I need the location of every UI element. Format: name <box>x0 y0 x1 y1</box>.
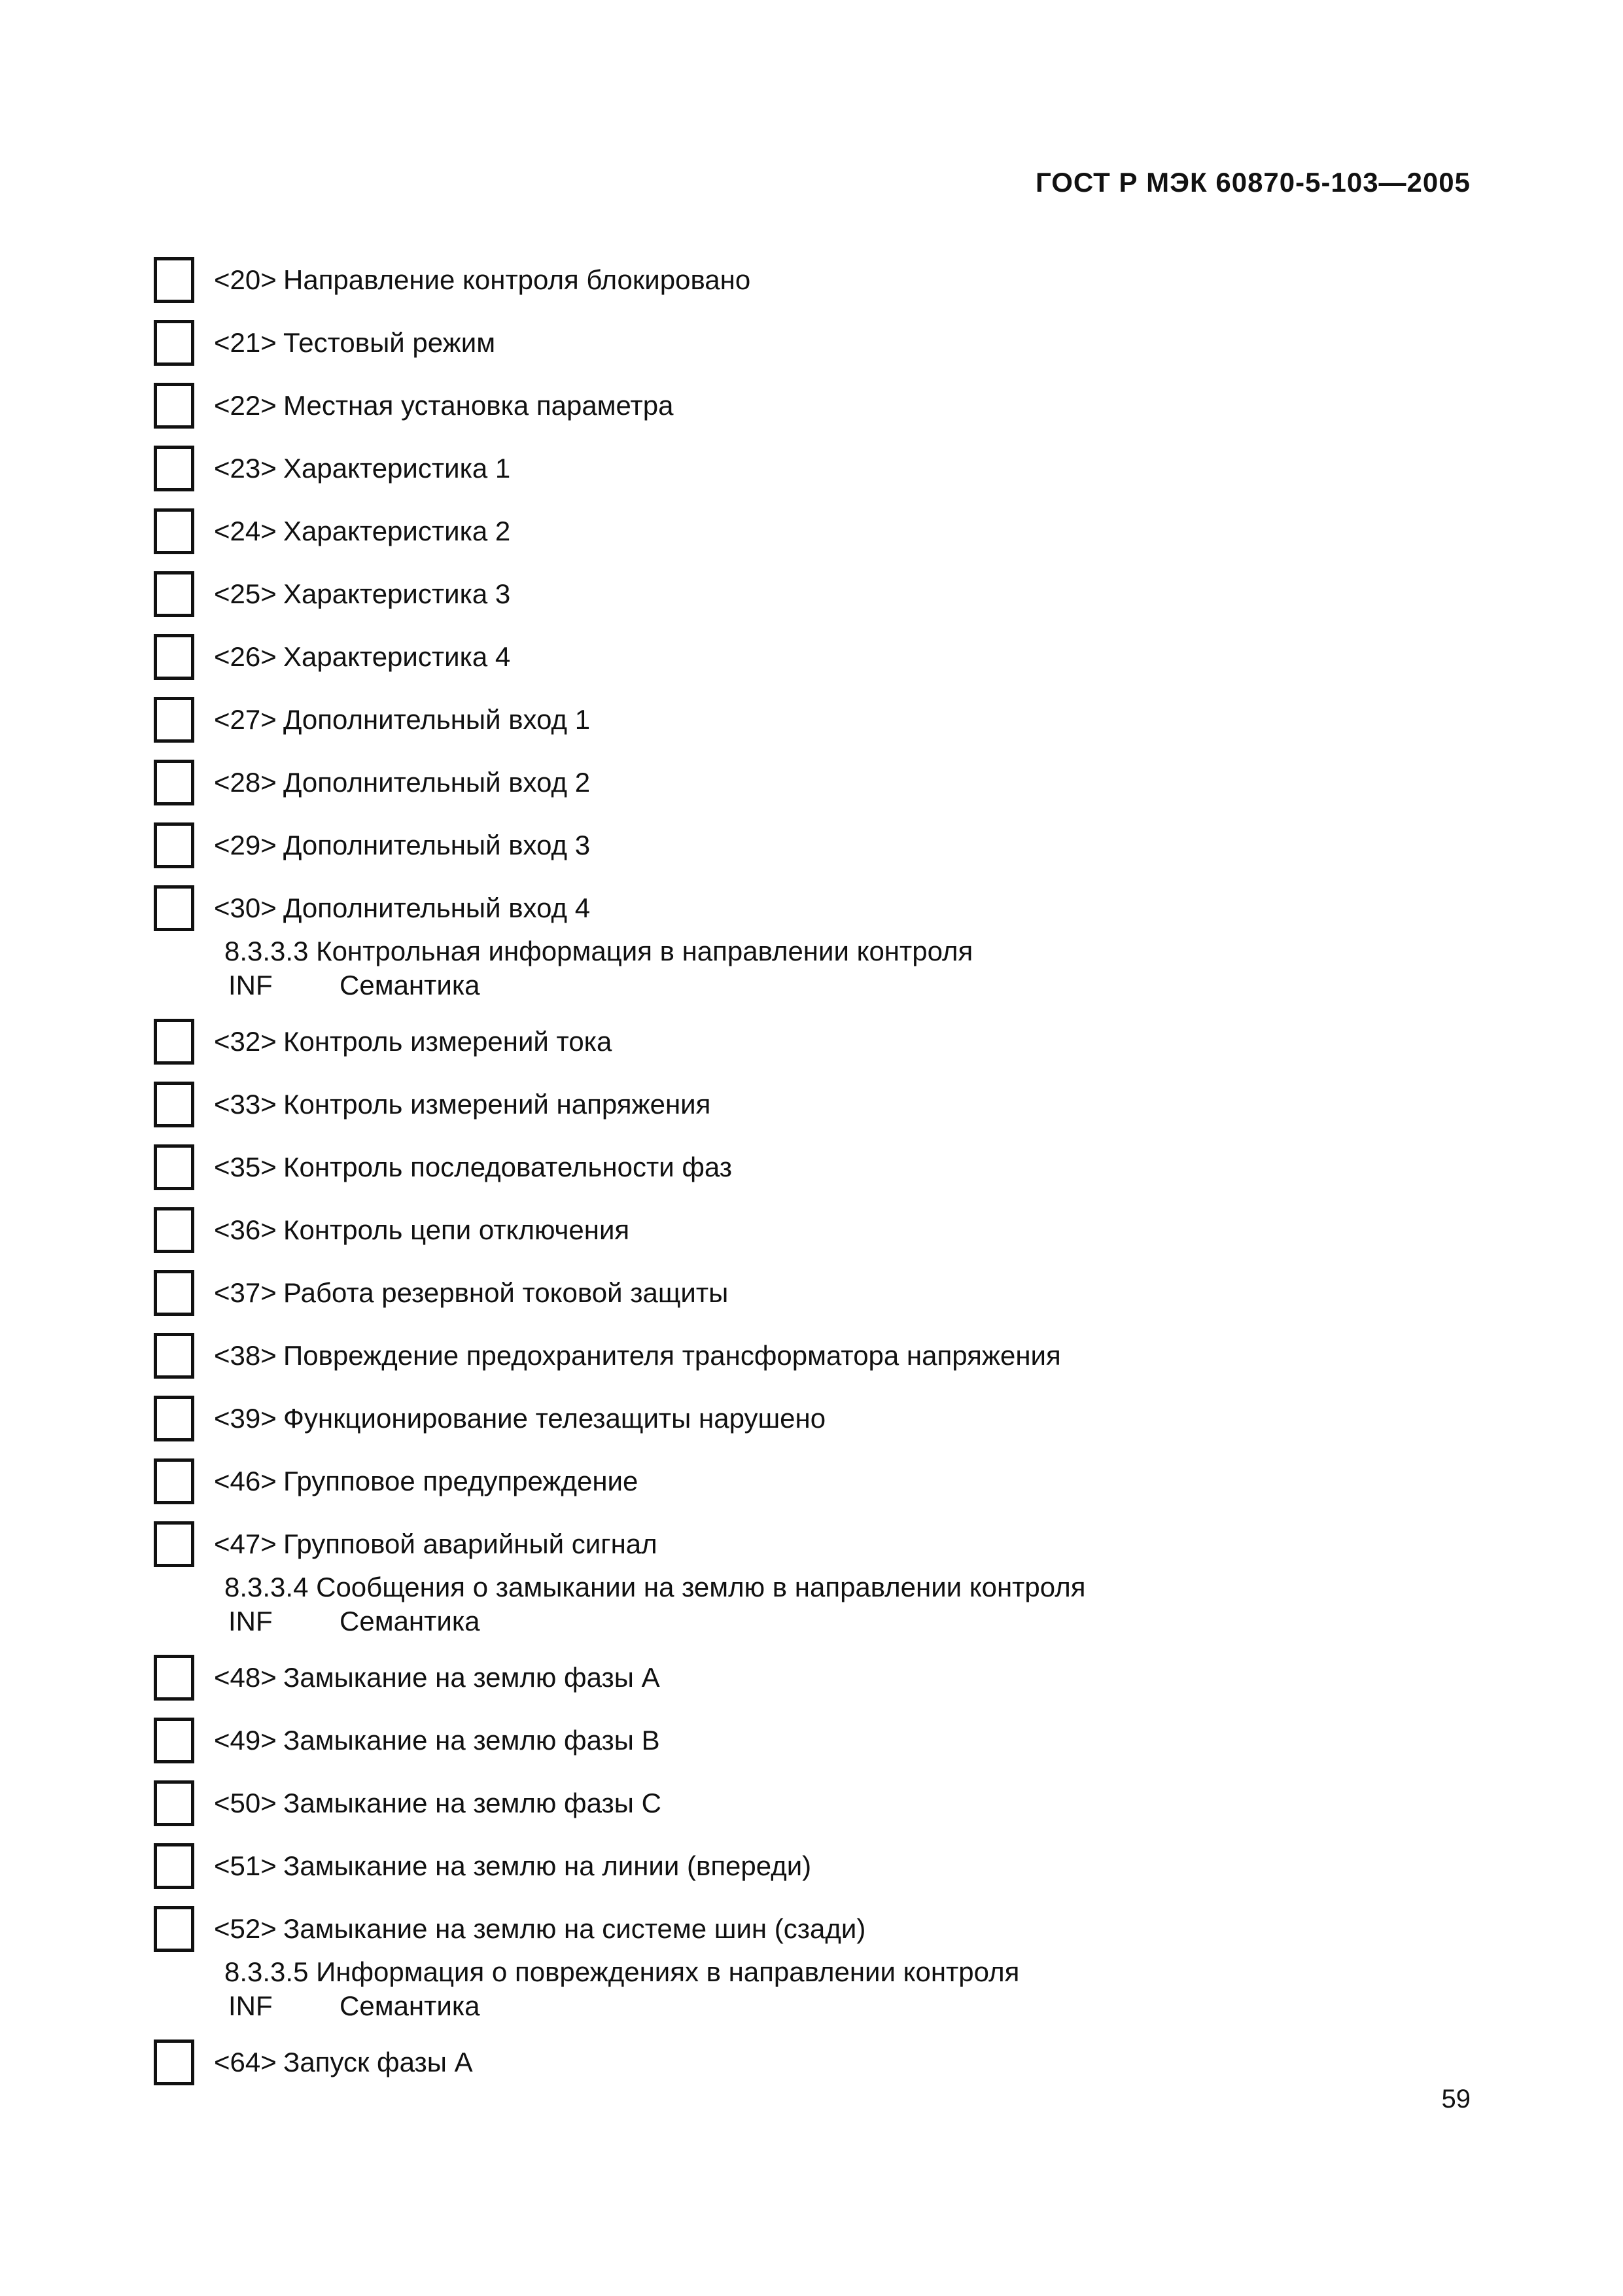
inf-code: <33> <box>214 1089 277 1120</box>
inf-code: <32> <box>214 1026 277 1057</box>
item-label: Функционирование телезащиты нарушено <box>283 1403 826 1434</box>
item-group <box>154 1570 1495 1960</box>
inf-code: <22> <box>214 390 277 421</box>
section-heading <box>154 1570 1495 1638</box>
inf-code: <28> <box>214 767 277 798</box>
item-label: Местная установка параметра <box>283 390 674 421</box>
list-item <box>154 1073 1495 1136</box>
list-item <box>154 1898 1495 1960</box>
column-header <box>224 1989 1495 2023</box>
item-label: Замыкание на землю на линии (впереди) <box>283 1850 812 1881</box>
list-item <box>154 688 1495 751</box>
checkbox[interactable] <box>154 634 194 680</box>
item-label: Характеристика 2 <box>283 516 511 546</box>
list-item <box>154 1136 1495 1199</box>
col-inf: INF <box>228 1606 273 1636</box>
col-semantics: Семантика <box>340 1606 480 1636</box>
item-label: Дополнительный вход 3 <box>283 830 591 860</box>
checkbox[interactable] <box>154 1207 194 1253</box>
item-label: Дополнительный вход 2 <box>283 767 591 798</box>
inf-code: <64> <box>214 2047 277 2077</box>
col-semantics: Семантика <box>340 970 480 1000</box>
list-item <box>154 877 1495 940</box>
item-label: Групповой аварийный сигнал <box>283 1528 657 1559</box>
checkbox[interactable] <box>154 1780 194 1826</box>
checkbox[interactable] <box>154 257 194 303</box>
inf-code: <24> <box>214 516 277 546</box>
list-item <box>154 1199 1495 1262</box>
checkbox[interactable] <box>154 1144 194 1190</box>
list-item <box>154 1387 1495 1450</box>
item-label: Характеристика 3 <box>283 578 511 609</box>
checkbox[interactable] <box>154 1521 194 1567</box>
inf-code: <50> <box>214 1788 277 1818</box>
list-item <box>154 249 1495 311</box>
list-item <box>154 1772 1495 1835</box>
item-group <box>154 934 1495 1576</box>
checkbox[interactable] <box>154 1396 194 1441</box>
col-inf: INF <box>228 970 273 1000</box>
item-label: Замыкание на землю фазы C <box>283 1788 661 1818</box>
list-item <box>154 1324 1495 1387</box>
checklist-content <box>154 249 1495 2094</box>
section-heading <box>154 934 1495 1002</box>
item-label: Замыкание на землю фазы B <box>283 1725 660 1756</box>
inf-code: <35> <box>214 1152 277 1182</box>
item-label: Контроль измерений тока <box>283 1026 612 1057</box>
inf-code: <21> <box>214 327 277 358</box>
inf-code: <27> <box>214 704 277 735</box>
inf-code: <20> <box>214 264 277 295</box>
inf-code: <49> <box>214 1725 277 1756</box>
item-group <box>154 249 1495 940</box>
item-label: Замыкание на землю фазы A <box>283 1662 660 1693</box>
checkbox[interactable] <box>154 822 194 868</box>
list-item <box>154 626 1495 688</box>
section-title: 8.3.3.5 Информация о повреждениях в направлении контроля <box>224 1956 1020 1987</box>
inf-code: <30> <box>214 892 277 923</box>
item-label: Контроль цепи отключения <box>283 1214 630 1245</box>
checkbox[interactable] <box>154 571 194 617</box>
checkbox[interactable] <box>154 1458 194 1504</box>
item-label: Контроль измерений напряжения <box>283 1089 711 1120</box>
page-number: 59 <box>1441 2085 1471 2113</box>
list-item <box>154 1646 1495 1709</box>
item-label: Характеристика 1 <box>283 453 511 484</box>
list-item <box>154 1450 1495 1513</box>
checkbox[interactable] <box>154 760 194 805</box>
item-label: Работа резервной токовой защиты <box>283 1277 729 1308</box>
section-title: 8.3.3.3 Контрольная информация в направлении контроля <box>224 936 973 966</box>
document-header: ГОСТ Р МЭК 60870-5-103—2005 <box>1035 167 1471 198</box>
col-semantics: Семантика <box>340 1990 480 2021</box>
item-label: Контроль последовательности фаз <box>283 1152 733 1182</box>
item-label: Тестовый режим <box>283 327 496 358</box>
inf-code: <37> <box>214 1277 277 1308</box>
list-item <box>154 1262 1495 1324</box>
checkbox[interactable] <box>154 1655 194 1701</box>
checkbox[interactable] <box>154 885 194 931</box>
checkbox[interactable] <box>154 1019 194 1065</box>
item-label: Характеристика 4 <box>283 641 511 672</box>
inf-code: <38> <box>214 1340 277 1371</box>
inf-code: <51> <box>214 1850 277 1881</box>
checkbox[interactable] <box>154 508 194 554</box>
item-label: Запуск фазы A <box>283 2047 473 2077</box>
item-label: Дополнительный вход 1 <box>283 704 591 735</box>
inf-code: <46> <box>214 1466 277 1496</box>
list-item <box>154 1010 1495 1073</box>
checkbox[interactable] <box>154 320 194 366</box>
item-label: Замыкание на землю на системе шин (сзади) <box>283 1913 866 1944</box>
checkbox[interactable] <box>154 1906 194 1952</box>
inf-code: <39> <box>214 1403 277 1434</box>
inf-code: <29> <box>214 830 277 860</box>
checkbox[interactable] <box>154 446 194 491</box>
column-header <box>224 968 1495 1002</box>
list-item <box>154 437 1495 500</box>
section-title: 8.3.3.4 Сообщения о замыкании на землю в направлении контроля <box>224 1572 1086 1602</box>
column-header <box>224 1604 1495 1638</box>
list-item <box>154 2031 1495 2094</box>
inf-code: <23> <box>214 453 277 484</box>
list-item <box>154 1709 1495 1772</box>
item-group <box>154 1955 1495 2094</box>
list-item <box>154 374 1495 437</box>
inf-code: <26> <box>214 641 277 672</box>
inf-code: <47> <box>214 1528 277 1559</box>
list-item <box>154 563 1495 626</box>
checkbox[interactable] <box>154 1270 194 1316</box>
col-inf: INF <box>228 1990 273 2021</box>
checkbox[interactable] <box>154 1333 194 1379</box>
item-label: Дополнительный вход 4 <box>283 892 591 923</box>
inf-code: <52> <box>214 1913 277 1944</box>
list-item <box>154 311 1495 374</box>
checkbox[interactable] <box>154 1718 194 1763</box>
checkbox[interactable] <box>154 383 194 429</box>
checkbox[interactable] <box>154 1843 194 1889</box>
checkbox[interactable] <box>154 2040 194 2085</box>
checkbox[interactable] <box>154 1082 194 1127</box>
list-item <box>154 1513 1495 1576</box>
list-item <box>154 751 1495 814</box>
list-item <box>154 814 1495 877</box>
inf-code: <36> <box>214 1214 277 1245</box>
list-item <box>154 500 1495 563</box>
item-label: Повреждение предохранителя трансформатора напряжения <box>283 1340 1061 1371</box>
list-item <box>154 1835 1495 1898</box>
item-label: Направление контроля блокировано <box>283 264 751 295</box>
inf-code: <48> <box>214 1662 277 1693</box>
inf-code: <25> <box>214 578 277 609</box>
section-heading <box>154 1955 1495 2023</box>
checkbox[interactable] <box>154 697 194 743</box>
item-label: Групповое предупреждение <box>283 1466 638 1496</box>
